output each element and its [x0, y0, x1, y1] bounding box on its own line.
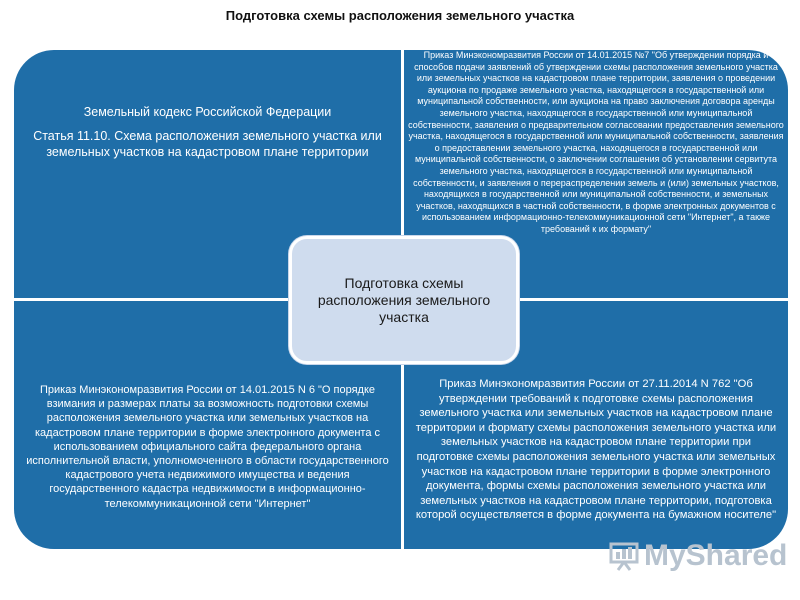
order-7-text: Приказ Минэкономразвития России от 14.01.2015 №7 "Об утверждении порядка и способов подачи заявлений об утверждении схемы расположения земельного участка или земельных участков на кадастровом плане территории, заявления о проведении аукциона по продаже земельного участка, находящегося в государственной или муниципальной собственности, или аукциона на право заключения договора аренды земельного участка, находящегося в государственной или муниципальной собственности, заявления о предварительном согласовании предоставления земельного участка, находящегося в государственной или муниципальной собственности, заявления о предоставлении земельного участка, находящегося в государственной или муниципальной собственности, о заключении соглашения об установлении сервитута земельного участка, находящегося в государственной или муниципальной собственности, и заявления о перераспределении земель и (или) земельных участков, находящихся в государственной или муниципальной собственности, и земельных участков, находящихся в частной собственности, в форме электронных документов с использованием информационно-телекоммуникационной сети "Интернет", а также требований к их формату" — [408, 50, 784, 234]
watermark — [608, 536, 788, 576]
presentation-icon — [608, 540, 640, 572]
order-6-text: Приказ Минэкономразвития России от 14.01.2015 N 6 "О порядке взимания и размерах платы за возможность подготовки схемы расположения земельного участка или земельных участков на кадастровом плане территории в форме электронного документа с использованием официального сайта федерального органа исполнительной власти, уполномоченного в области государственного кадастрового учета недвижимого имущества и ведения государственного кадастра недвижимости в информационно-телекоммуникационной сети "Интернет" — [26, 384, 389, 510]
center-node — [289, 236, 519, 364]
order-762-text: Приказ Минэкономразвития России от 27.11.2014 N 762 "Об утверждении требований к подготовке схемы расположения земельного участка или земельных участков на кадастровом плане территории и формату схемы расположения земельного участка или земельных участков на кадастровом плане территории при подготовке схемы расположения земельного участка или земельных участков на кадастровом плане территории в форме электронного документа, формы схемы расположения земельного участка или земельных участков на кадастровом плане территории, подготовка которой осуществляется в форме документа на бумажном носителе" — [415, 378, 777, 522]
watermark-text: MyShared — [644, 539, 788, 572]
land-code-heading: Земельный кодекс Российской Федерации — [83, 105, 332, 119]
center-label: Подготовка схемы расположения земельного участка — [317, 274, 491, 325]
land-code-article: Статья 11.10. Схема расположения земельного участка или земельных участков на кадастровом плане территории — [33, 129, 382, 159]
page-title: Подготовка схемы расположения земельного участка — [225, 8, 575, 23]
